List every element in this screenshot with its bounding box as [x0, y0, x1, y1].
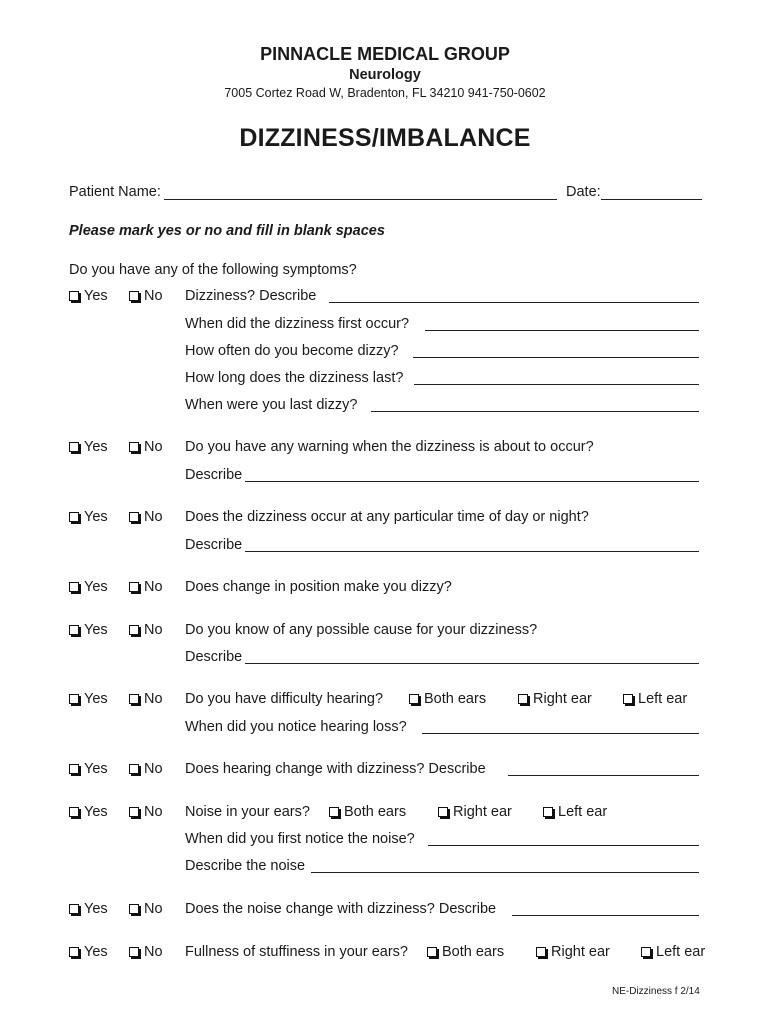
q3-question: Does the dizziness occur at any particular time of day or night?	[185, 509, 589, 525]
q5-yes-option[interactable]: Yes	[69, 621, 108, 639]
checkbox-icon[interactable]	[623, 694, 633, 704]
q1-answer-line[interactable]	[329, 302, 699, 303]
q1-sub4: When were you last dizzy?	[185, 397, 358, 413]
q1-sub3: How long does the dizziness last?	[185, 370, 404, 386]
checkbox-icon[interactable]	[536, 947, 546, 957]
checkbox-icon[interactable]	[69, 291, 79, 301]
form-title: DIZZINESS/IMBALANCE	[239, 124, 531, 152]
q4-question: Does change in position make you dizzy?	[185, 579, 452, 595]
q2-sub1: Describe	[185, 467, 243, 483]
q10-both-ears-option[interactable]: Both ears	[427, 943, 504, 961]
q1-sub1-line[interactable]	[425, 330, 699, 331]
date-label: Date:	[566, 184, 601, 200]
q3-no-option[interactable]: No	[129, 508, 163, 526]
q9-answer-line[interactable]	[512, 915, 699, 916]
q10-no-option[interactable]: No	[129, 943, 163, 961]
q8-question: Noise in your ears?	[185, 804, 310, 820]
checkbox-icon[interactable]	[129, 807, 139, 817]
checkbox-icon[interactable]	[69, 694, 79, 704]
q6-yes-option[interactable]: Yes	[69, 690, 108, 708]
checkbox-icon[interactable]	[129, 512, 139, 522]
checkbox-icon[interactable]	[69, 625, 79, 635]
address: 7005 Cortez Road W, Bradenton, FL 34210 941-750-0602	[224, 86, 546, 100]
instructions: Please mark yes or no and fill in blank spaces	[69, 223, 385, 239]
q9-yes-option[interactable]: Yes	[69, 900, 108, 918]
checkbox-icon[interactable]	[69, 512, 79, 522]
q8-sub1-line[interactable]	[428, 845, 699, 846]
q8-sub2: Describe the noise	[185, 858, 306, 874]
checkbox-icon[interactable]	[69, 807, 79, 817]
checkbox-icon[interactable]	[543, 807, 553, 817]
q8-both-ears-option[interactable]: Both ears	[329, 803, 406, 821]
patient-name-field[interactable]	[164, 199, 557, 200]
form-code: NE-Dizziness f 2/14	[612, 986, 700, 997]
q3-sub1-line[interactable]	[245, 551, 699, 552]
checkbox-icon[interactable]	[129, 625, 139, 635]
q3-sub1: Describe	[185, 537, 243, 553]
q2-sub1-line[interactable]	[245, 481, 699, 482]
q8-no-option[interactable]: No	[129, 803, 163, 821]
q4-yes-option[interactable]: Yes	[69, 578, 108, 596]
q2-question: Do you have any warning when the dizziness is about to occur?	[185, 439, 594, 455]
checkbox-icon[interactable]	[427, 947, 437, 957]
q8-left-ear-option[interactable]: Left ear	[543, 803, 607, 821]
q8-yes-option[interactable]: Yes	[69, 803, 108, 821]
q7-question: Does hearing change with dizziness? Describe	[185, 761, 486, 777]
checkbox-icon[interactable]	[129, 694, 139, 704]
q1-yes-option[interactable]: Yes	[69, 287, 108, 305]
q10-left-ear-option[interactable]: Left ear	[641, 943, 705, 961]
organization-name: PINNACLE MEDICAL GROUP	[260, 44, 510, 64]
checkbox-icon[interactable]	[69, 904, 79, 914]
q7-no-option[interactable]: No	[129, 760, 163, 778]
q5-sub1: Describe	[185, 649, 243, 665]
checkbox-icon[interactable]	[329, 807, 339, 817]
checkbox-icon[interactable]	[69, 582, 79, 592]
symptoms-intro: Do you have any of the following symptoms?	[69, 262, 357, 278]
checkbox-icon[interactable]	[129, 947, 139, 957]
q10-question: Fullness of stuffiness in your ears?	[185, 944, 408, 960]
q9-no-option[interactable]: No	[129, 900, 163, 918]
department-name: Neurology	[349, 67, 421, 83]
q6-both-ears-option[interactable]: Both ears	[409, 690, 486, 708]
q1-question: Dizziness? Describe	[185, 288, 317, 304]
checkbox-icon[interactable]	[129, 291, 139, 301]
checkbox-icon[interactable]	[438, 807, 448, 817]
checkbox-icon[interactable]	[69, 442, 79, 452]
patient-name-label: Patient Name:	[69, 184, 161, 200]
q1-sub2-line[interactable]	[413, 357, 699, 358]
q8-sub1: When did you first notice the noise?	[185, 831, 415, 847]
q4-no-option[interactable]: No	[129, 578, 163, 596]
checkbox-icon[interactable]	[129, 764, 139, 774]
checkbox-icon[interactable]	[518, 694, 528, 704]
q10-yes-option[interactable]: Yes	[69, 943, 108, 961]
checkbox-icon[interactable]	[129, 442, 139, 452]
q5-question: Do you know of any possible cause for your dizziness?	[185, 622, 538, 638]
checkbox-icon[interactable]	[641, 947, 651, 957]
q1-sub3-line[interactable]	[414, 384, 699, 385]
q9-question: Does the noise change with dizziness? Describe	[185, 901, 497, 917]
q1-sub4-line[interactable]	[371, 411, 699, 412]
q7-yes-option[interactable]: Yes	[69, 760, 108, 778]
q5-no-option[interactable]: No	[129, 621, 163, 639]
q3-yes-option[interactable]: Yes	[69, 508, 108, 526]
q8-sub2-line[interactable]	[311, 872, 699, 873]
q7-answer-line[interactable]	[508, 775, 699, 776]
q8-right-ear-option[interactable]: Right ear	[438, 803, 512, 821]
q6-question: Do you have difficulty hearing?	[185, 691, 384, 707]
checkbox-icon[interactable]	[129, 582, 139, 592]
q2-yes-option[interactable]: Yes	[69, 438, 108, 456]
q1-sub2: How often do you become dizzy?	[185, 343, 399, 359]
q1-sub1: When did the dizziness first occur?	[185, 316, 410, 332]
q2-no-option[interactable]: No	[129, 438, 163, 456]
q6-right-ear-option[interactable]: Right ear	[518, 690, 592, 708]
q6-sub1-line[interactable]	[422, 733, 699, 734]
checkbox-icon[interactable]	[409, 694, 419, 704]
q6-no-option[interactable]: No	[129, 690, 163, 708]
checkbox-icon[interactable]	[69, 947, 79, 957]
checkbox-icon[interactable]	[129, 904, 139, 914]
q5-sub1-line[interactable]	[245, 663, 699, 664]
q6-sub1: When did you notice hearing loss?	[185, 719, 407, 735]
q6-left-ear-option[interactable]: Left ear	[623, 690, 687, 708]
q10-right-ear-option[interactable]: Right ear	[536, 943, 610, 961]
checkbox-icon[interactable]	[69, 764, 79, 774]
date-field[interactable]	[601, 199, 702, 200]
q1-no-option[interactable]: No	[129, 287, 163, 305]
